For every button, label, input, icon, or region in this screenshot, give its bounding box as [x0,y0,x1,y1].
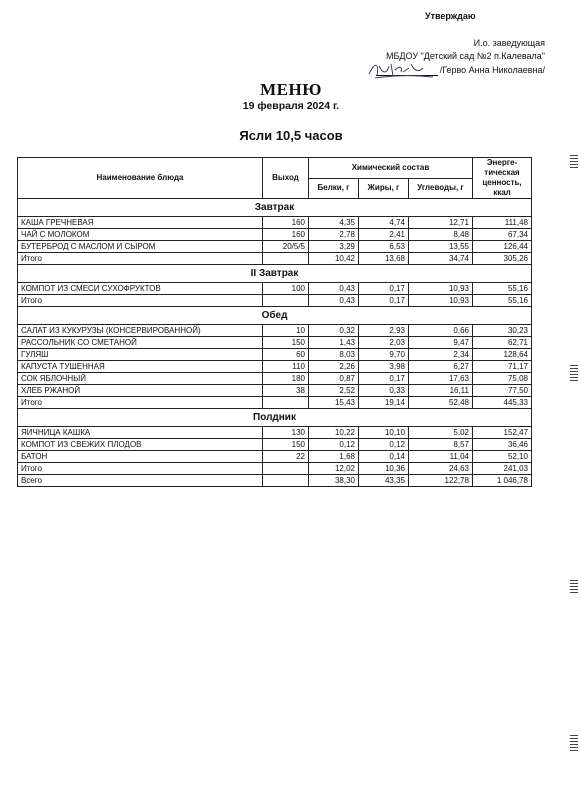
protein-cell: 0,12 [309,439,359,451]
fat-cell: 43,35 [359,475,409,487]
output-cell [263,475,309,487]
fat-cell: 0,17 [359,373,409,385]
protein-cell: 0,43 [309,295,359,307]
energy-cell: 52,10 [473,451,532,463]
protein-cell: 0,43 [309,283,359,295]
output-cell [263,253,309,265]
carbs-cell: 12,71 [409,217,473,229]
table-row [18,217,532,229]
group-name: Ясли 10,5 часов [239,128,343,143]
fat-cell: 6,53 [359,241,409,253]
table-row [18,349,532,361]
dish-name-cell: БАТОН [18,451,263,463]
table-row [18,337,532,349]
protein-cell: 2,26 [309,361,359,373]
protein-cell: 2,78 [309,229,359,241]
total-row [18,295,532,307]
handwritten-signature [365,58,437,82]
carbs-cell: 6,27 [409,361,473,373]
carbs-cell: 8,48 [409,229,473,241]
protein-cell: 10,22 [309,427,359,439]
energy-cell: 111,48 [473,217,532,229]
grand-total-row [18,475,532,487]
carbs-cell: 17,63 [409,373,473,385]
carbs-cell: 34,74 [409,253,473,265]
dish-name-cell: КОМПОТ ИЗ СВЕЖИХ ПЛОДОВ [18,439,263,451]
output-cell: 160 [263,217,309,229]
fat-cell: 0,14 [359,451,409,463]
section-title: Обед [18,307,532,325]
dish-name-cell: ЧАЙ С МОЛОКОМ [18,229,263,241]
dish-name-cell: ГУЛЯШ [18,349,263,361]
header-fat: Жиры, г [359,178,409,199]
fat-cell: 2,93 [359,325,409,337]
fat-cell: 10,36 [359,463,409,475]
energy-cell: 36,46 [473,439,532,451]
table-row [18,439,532,451]
energy-cell: 55,16 [473,283,532,295]
dish-name-cell: КАПУСТА ТУШЕННАЯ [18,361,263,373]
fat-cell: 10,10 [359,427,409,439]
dish-name-cell: СОК ЯБЛОЧНЫЙ [18,373,263,385]
output-cell: 150 [263,337,309,349]
output-cell: 20/5/5 [263,241,309,253]
carbs-cell: 10,93 [409,283,473,295]
output-cell: 60 [263,349,309,361]
energy-cell: 77,50 [473,385,532,397]
protein-cell: 12,02 [309,463,359,475]
table-row [18,385,532,397]
total-label-cell: Итого [18,397,263,409]
header-output: Выход [263,158,309,199]
energy-cell: 152,47 [473,427,532,439]
fat-cell: 0,12 [359,439,409,451]
fat-cell: 2,41 [359,229,409,241]
protein-cell: 8,03 [309,349,359,361]
scan-edge-marks [570,365,578,383]
scan-edge-marks [570,735,578,753]
dish-name-cell: КОМПОТ ИЗ СМЕСИ СУХОФРУКТОВ [18,283,263,295]
energy-cell: 55,16 [473,295,532,307]
fat-cell: 0,17 [359,283,409,295]
header-dish: Наименование блюда [18,158,263,199]
total-label-cell: Итого [18,253,263,265]
section-header-row [18,265,532,283]
total-row [18,463,532,475]
scan-edge-marks [570,580,578,595]
output-cell: 130 [263,427,309,439]
carbs-cell: 8,57 [409,439,473,451]
carbs-cell: 10,93 [409,295,473,307]
energy-cell: 445,33 [473,397,532,409]
section-title: Полдник [18,409,532,427]
fat-cell: 9,70 [359,349,409,361]
fat-cell: 19,14 [359,397,409,409]
protein-cell: 0,87 [309,373,359,385]
output-cell [263,463,309,475]
section-header-row [18,199,532,217]
fat-cell: 13,68 [359,253,409,265]
output-cell [263,295,309,307]
output-cell [263,397,309,409]
fat-cell: 2,03 [359,337,409,349]
header-energy: Энерге-тическая ценность, ккал [473,158,532,199]
protein-cell: 3,29 [309,241,359,253]
header-chemical: Химический состав [309,158,473,179]
output-cell: 180 [263,373,309,385]
energy-cell: 128,64 [473,349,532,361]
table-row [18,283,532,295]
protein-cell: 10,42 [309,253,359,265]
fat-cell: 4,74 [359,217,409,229]
total-row [18,253,532,265]
output-cell: 100 [263,283,309,295]
dish-name-cell: ЯИЧНИЦА КАШКА [18,427,263,439]
output-cell: 38 [263,385,309,397]
output-cell: 150 [263,439,309,451]
protein-cell: 15,43 [309,397,359,409]
carbs-cell: 24,63 [409,463,473,475]
menu-table-body [18,199,532,487]
dish-name-cell: РАССОЛЬНИК СО СМЕТАНОЙ [18,337,263,349]
document-title: МЕНЮ [260,80,322,99]
protein-cell: 2,52 [309,385,359,397]
carbs-cell: 9,47 [409,337,473,349]
total-row [18,397,532,409]
table-row [18,229,532,241]
carbs-cell: 122,78 [409,475,473,487]
table-row [18,241,532,253]
output-cell: 160 [263,229,309,241]
grand-total-label-cell: Всего [18,475,263,487]
approval-signer: /Герво Анна Николаевна/ [439,65,545,75]
protein-cell: 38,30 [309,475,359,487]
dish-name-cell: ХЛЕБ РЖАНОЙ [18,385,263,397]
section-title: II Завтрак [18,265,532,283]
section-title: Завтрак [18,199,532,217]
energy-cell: 30,23 [473,325,532,337]
carbs-cell: 0,66 [409,325,473,337]
protein-cell: 1,43 [309,337,359,349]
energy-cell: 71,17 [473,361,532,373]
table-row [18,373,532,385]
approval-organization: МБДОУ "Детский сад №2 п.Калевала" [386,51,545,61]
output-cell: 110 [263,361,309,373]
carbs-cell: 16,11 [409,385,473,397]
output-cell: 10 [263,325,309,337]
dish-name-cell: САЛАТ ИЗ КУКУРУЗЫ (КОНСЕРВИРОВАННОЙ) [18,325,263,337]
header-carbs: Углеводы, г [409,178,473,199]
table-row [18,325,532,337]
energy-cell: 75,08 [473,373,532,385]
energy-cell: 62,71 [473,337,532,349]
protein-cell: 4,35 [309,217,359,229]
fat-cell: 0,33 [359,385,409,397]
fat-cell: 0,17 [359,295,409,307]
carbs-cell: 11,04 [409,451,473,463]
table-row [18,427,532,439]
total-label-cell: Итого [18,463,263,475]
section-header-row [18,307,532,325]
menu-table [17,157,532,487]
dish-name-cell: БУТЕРБРОД С МАСЛОМ И СЫРОМ [18,241,263,253]
carbs-cell: 13,55 [409,241,473,253]
table-row [18,451,532,463]
carbs-cell: 5,02 [409,427,473,439]
scan-edge-marks [570,155,578,170]
fat-cell: 3,98 [359,361,409,373]
carbs-cell: 2,34 [409,349,473,361]
energy-cell: 241,03 [473,463,532,475]
energy-cell: 1 046,78 [473,475,532,487]
section-header-row [18,409,532,427]
carbs-cell: 52,48 [409,397,473,409]
protein-cell: 0,32 [309,325,359,337]
header-protein: Белки, г [309,178,359,199]
dish-name-cell: КАША ГРЕЧНЕВАЯ [18,217,263,229]
table-row [18,361,532,373]
output-cell: 22 [263,451,309,463]
document-date: 19 февраля 2024 г. [242,100,340,112]
energy-cell: 305,26 [473,253,532,265]
protein-cell: 1,68 [309,451,359,463]
energy-cell: 67,34 [473,229,532,241]
energy-cell: 126,44 [473,241,532,253]
approval-position: И.о. заведующая [473,38,545,48]
approval-title: Утверждаю [425,11,476,21]
total-label-cell: Итого [18,295,263,307]
